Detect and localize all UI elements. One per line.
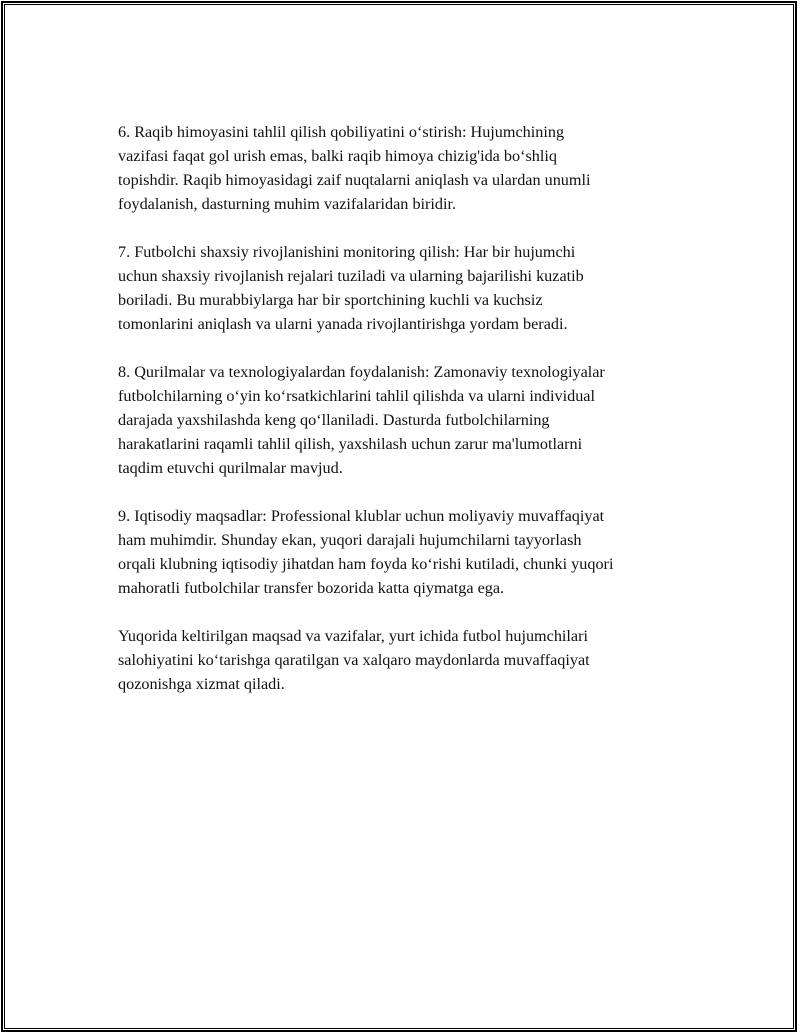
text-line: mahoratli futbolchilar transfer bozorida katta qiymatga ega.: [118, 579, 505, 597]
text-line: harakatlarini raqamli tahlil qilish, yaxshilash uchun zarur ma'lumotlarni: [118, 435, 583, 453]
text-line: ham muhimdir. Shunday ekan, yuqori darajali hujumchilarni tayyorlash: [118, 531, 582, 549]
text-line: 9. Iqtisodiy maqsadlar: Professional klublar uchun moliyaviy muvaffaqiyat: [118, 507, 605, 525]
text-line: darajada yaxshilashda keng qo‘llaniladi. Dasturda futbolchilarning: [118, 411, 550, 429]
paragraph-9-economic-goals: [118, 504, 693, 600]
text-line: topishdir. Raqib himoyasidagi zaif nuqtalarni aniqlash va ulardan unumli: [118, 171, 591, 189]
text-line: uchun shaxsiy rivojlanish rejalari tuziladi va ularning bajarilishi kuzatib: [118, 267, 584, 285]
text-line: 7. Futbolchi shaxsiy rivojlanishini monitoring qilish: Har bir hujumchi: [118, 243, 576, 261]
text-line: Yuqorida keltirilgan maqsad va vazifalar, yurt ichida futbol hujumchilari: [118, 627, 588, 645]
text-line: futbolchilarning o‘yin ko‘rsatkichlarini tahlil qilishda va ularni individual: [118, 387, 595, 405]
paragraph-conclusion: [118, 624, 693, 696]
text-line: qozonishga xizmat qiladi.: [118, 675, 285, 693]
text-line: taqdim etuvchi qurilmalar mavjud.: [118, 459, 343, 477]
text-line: salohiyatini ko‘tarishga qaratilgan va xalqaro maydonlarda muvaffaqiyat: [118, 651, 590, 669]
text-line: orqali klubning iqtisodiy jihatdan ham foyda ko‘rishi kutiladi, chunki yuqori: [118, 555, 614, 573]
text-line: 6. Raqib himoyasini tahlil qilish qobiliyatini o‘stirish: Hujumchining: [118, 123, 565, 141]
paragraph-8-devices-and-technology: [118, 360, 693, 480]
text-line: vazifasi faqat gol urish emas, balki raqib himoya chizig'ida bo‘shliq: [118, 147, 557, 165]
text-line: boriladi. Bu murabbiylarga har bir sportchining kuchli va kuchsiz: [118, 291, 543, 309]
paragraph-6-opponent-defense-analysis: [118, 120, 693, 216]
text-line: 8. Qurilmalar va texnologiyalardan foydalanish: Zamonaviy texnologiyalar: [118, 363, 605, 381]
text-line: foydalanish, dasturning muhim vazifalaridan biridir.: [118, 195, 457, 213]
paragraph-7-player-development-monitoring: [118, 240, 693, 336]
document-body: [118, 120, 693, 720]
document-page: [4, 4, 794, 1029]
text-line: tomonlarini aniqlash va ularni yanada rivojlantirishga yordam beradi.: [118, 315, 568, 333]
